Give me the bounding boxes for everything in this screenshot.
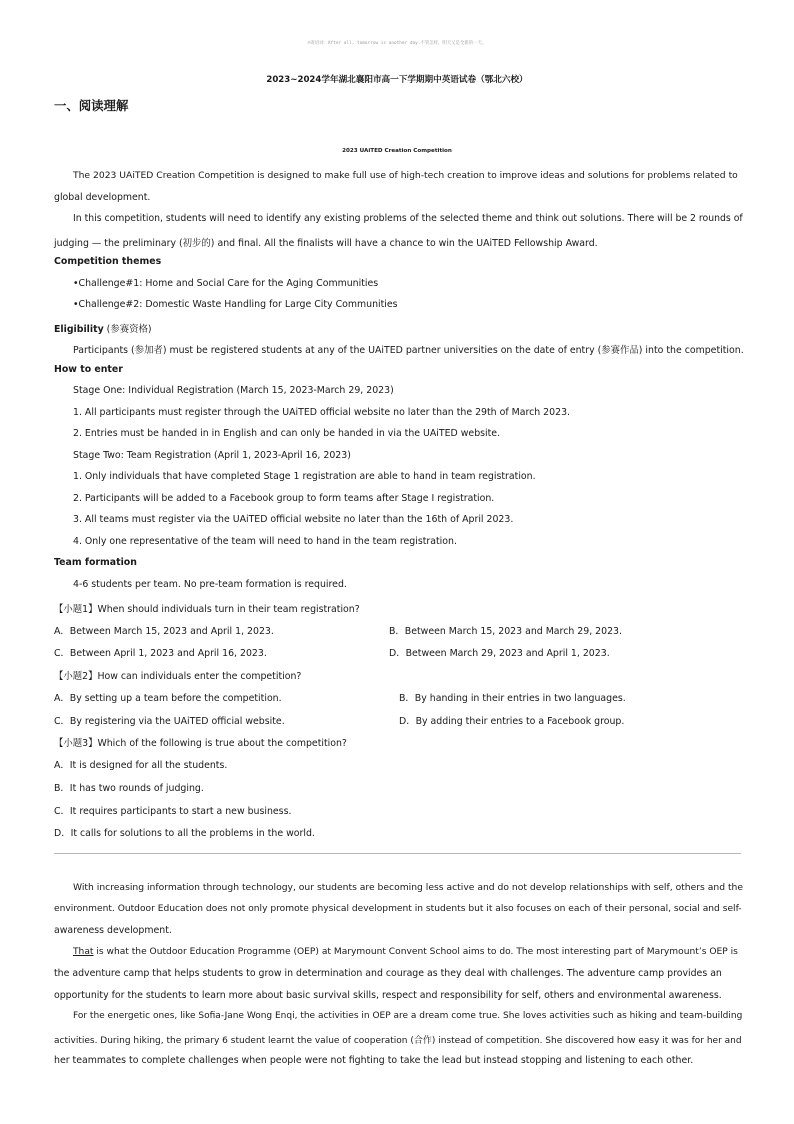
document-title: 2023~2024学年湖北襄阳市高一下学期期中英语试卷（鄂北六校） [266,75,528,85]
answer-option: D．Between March 29, 2023 and April 1, 2023. [389,648,610,659]
paragraph-line [73,947,738,957]
question-stem: 【小题3】Which of the following is true about the competition? [54,738,347,749]
question-stem: 【小题1】When should individuals turn in their team registration? [54,604,360,615]
stage-item: 1. Only individuals that have completed Stage 1 registration are able to hand in team registration. [73,471,536,482]
team-formation-heading: Team formation [54,557,137,568]
answer-option: A．By setting up a team before the competition. [54,693,282,704]
how-to-enter-heading: How to enter [54,364,123,375]
paragraph-line: For the energetic ones, like Sofia-Jane Wong Enqi, the activities in OEP are a dream come true. She loves activities such as hiking and team-building [73,1011,743,1021]
paragraph-line: The 2023 UAiTED Creation Competition is designed to make full use of high-tech creation to improve ideas and solutions for problems related to [73,170,738,181]
answer-option: C．By registering via the UAiTED official website. [54,716,285,727]
paragraph-line: the adventure camp that helps students to grow in determination and courage as they deal with challenges. The adventure camp provides an [54,968,722,979]
theme-item: •Challenge#2: Domestic Waste Handling for Large City Communities [73,299,398,310]
answer-option: D．It calls for solutions to all the problems in the world. [54,828,315,839]
section-heading: 一、阅读理解 [54,98,129,113]
paragraph-line: opportunity for the students to learn more about basic survival skills, respect and responsibility for self, others and environmental awareness. [54,990,722,1001]
paragraph-line: awareness development. [54,925,172,936]
eligibility-text: Participants (参加者) must be registered students at any of the UAiTED partner universities on the date of entry (参赛作品) into the competition. [73,345,744,356]
theme-item: •Challenge#1: Home and Social Care for the Aging Communities [73,278,379,289]
header-quote: ☺寄语词：After all, tomorrow is another day.不管怎样，明天又是全新的一天。 [307,41,487,46]
answer-option: B．Between March 15, 2023 and March 29, 2023. [389,626,622,637]
section-divider [54,853,741,854]
stage-title: Stage One: Individual Registration (March 15, 2023-March 29, 2023) [73,385,394,396]
passage-title: 2023 UAiTED Creation Competition [342,148,452,154]
team-formation-text: 4-6 students per team. No pre-team formation is required. [73,579,347,590]
stage-item: 2. Participants will be added to a Facebook group to form teams after Stage I registration. [73,493,495,504]
paragraph-line: judging — the preliminary (初步的) and final. All the finalists will have a chance to win the UAiTED Fellowship Award. [54,238,598,249]
paragraph-line: With increasing information through technology, our students are becoming less active and do not develop relationships with self, others and the [73,882,744,893]
answer-option: A．It is designed for all the students. [54,760,228,771]
paragraph-text: is what the Outdoor Education Programme (OEP) at Marymount Convent School aims to do. The most interesting part of Marymount’s OEP is [93,947,738,957]
answer-option: D．By adding their entries to a Facebook group. [399,716,625,727]
stage-item: 1. All participants must register through the UAiTED official website no later than the 29th of March 2023. [73,407,571,418]
underlined-word: That [73,947,94,957]
answer-option: C．It requires participants to start a new business. [54,806,292,817]
answer-option: B．It has two rounds of judging. [54,783,204,794]
paragraph-line: global development. [54,192,151,203]
stage-title: Stage Two: Team Registration (April 1, 2023-April 16, 2023) [73,450,351,461]
eligibility-note: (参赛资格) [103,324,152,335]
stage-item: 2. Entries must be handed in in English and can only be handed in via the UAiTED website. [73,428,501,439]
eligibility-heading-row [54,321,152,335]
eligibility-heading: Eligibility [54,324,104,335]
paragraph-line: In this competition, students will need to identify any existing problems of the selected theme and think out solutions. There will be 2 rounds of [73,213,743,224]
paragraph-line: activities. During hiking, the primary 6 student learnt the value of cooperation (合作) instead of competition. She discovered how easy it was for her and [54,1036,742,1046]
paragraph-line: environment. Outdoor Education does not only promote physical development in students but it also focuses on each of their personal, social and self- [54,904,742,914]
themes-heading: Competition themes [54,256,162,267]
question-stem: 【小题2】How can individuals enter the competition? [54,671,302,682]
paragraph-line: her teammates to complete challenges when people were not fighting to take the lead but instead stopping and listening to each other. [54,1055,694,1066]
answer-option: A．Between March 15, 2023 and April 1, 2023. [54,626,274,637]
answer-option: C．Between April 1, 2023 and April 16, 2023. [54,648,267,659]
stage-item: 3. All teams must register via the UAiTED official website no later than the 16th of April 2023. [73,514,514,525]
stage-item: 4. Only one representative of the team will need to hand in the team registration. [73,536,457,547]
answer-option: B．By handing in their entries in two languages. [399,693,626,704]
